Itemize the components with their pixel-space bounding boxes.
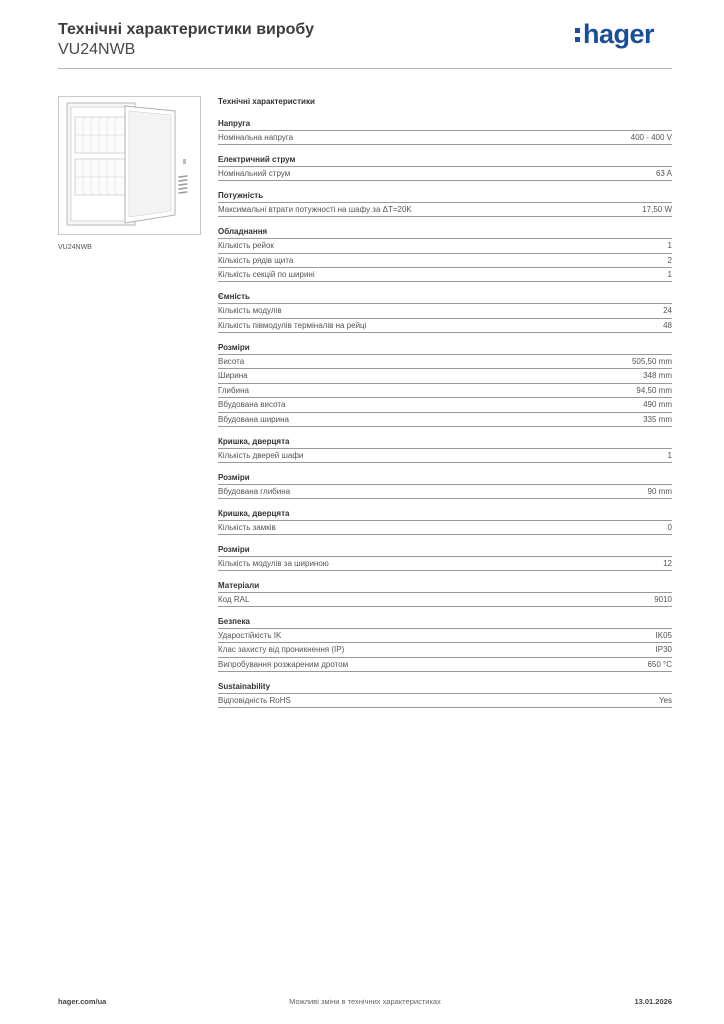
group-title: Кришка, дверцята bbox=[218, 508, 290, 518]
spec-row bbox=[218, 130, 672, 145]
spec-row bbox=[218, 267, 672, 282]
spec-row bbox=[218, 448, 672, 463]
spec-value: 63 A bbox=[655, 169, 672, 178]
spec-label: Номінальна напруга bbox=[218, 133, 294, 142]
logo-dots-icon bbox=[575, 28, 581, 46]
spec-group-materials bbox=[218, 581, 672, 607]
group-title: Кришка, дверцята bbox=[218, 436, 290, 446]
spec-value: 400 - 400 V bbox=[630, 133, 672, 142]
spec-value: 48 bbox=[663, 320, 672, 330]
spec-row bbox=[218, 368, 672, 383]
spec-group-current bbox=[218, 155, 672, 181]
spec-row bbox=[218, 520, 672, 535]
group-title: Потужність bbox=[218, 191, 264, 200]
spec-group-power bbox=[218, 191, 672, 217]
spec-row bbox=[218, 383, 672, 398]
spec-label: Ударостійкість IK bbox=[218, 630, 282, 640]
spec-value: 490 mm bbox=[643, 400, 672, 409]
product-image bbox=[58, 96, 201, 235]
spec-value: 1 bbox=[667, 450, 672, 460]
page-header bbox=[58, 20, 672, 70]
spec-row bbox=[218, 484, 672, 499]
group-title: Розміри bbox=[218, 342, 250, 352]
spec-value: 17,50 W bbox=[642, 205, 672, 214]
spec-label: Номінальний струм bbox=[218, 169, 291, 178]
spec-row bbox=[218, 628, 672, 643]
spec-value: Yes bbox=[658, 695, 672, 705]
spec-row bbox=[218, 202, 672, 217]
spec-row bbox=[218, 657, 672, 672]
header-divider bbox=[58, 68, 672, 69]
spec-label: Кількість замків bbox=[218, 522, 276, 532]
spec-value: 1 bbox=[667, 270, 672, 279]
product-caption: VU24NWB bbox=[58, 244, 92, 251]
spec-row bbox=[218, 166, 672, 181]
spec-label: Максимальні втрати потужності на шафу за ΔT=20K bbox=[218, 205, 412, 214]
spec-row bbox=[218, 354, 672, 369]
spec-value: 94,50 mm bbox=[636, 385, 672, 395]
spec-group-sustainability bbox=[218, 682, 672, 708]
spec-value: 335 mm bbox=[643, 414, 672, 424]
footer-website-link[interactable]: hager.com/ua bbox=[58, 997, 107, 1006]
spec-value: IK05 bbox=[655, 630, 672, 640]
product-code: VU24NWB bbox=[58, 41, 136, 58]
specs-title: Технічні характеристики bbox=[218, 97, 315, 106]
group-title: Матеріали bbox=[218, 580, 260, 590]
distribution-board-illustration bbox=[59, 97, 200, 234]
spec-row bbox=[218, 318, 672, 333]
spec-value: 90 mm bbox=[647, 486, 672, 496]
spec-group-safety bbox=[218, 617, 672, 672]
spec-label: Вбудована висота bbox=[218, 400, 286, 409]
spec-row bbox=[218, 592, 672, 607]
spec-value: IP30 bbox=[655, 645, 672, 654]
group-title: Обладнання bbox=[218, 227, 268, 236]
spec-label: Кількість секцій по ширині bbox=[218, 270, 315, 279]
spec-value: 1 bbox=[667, 241, 672, 250]
group-title: Розміри bbox=[218, 544, 250, 554]
spec-label: Кількість модулів bbox=[218, 306, 282, 315]
group-title: Ємність bbox=[218, 292, 250, 301]
spec-value: 12 bbox=[663, 558, 672, 568]
group-title: Напруга bbox=[218, 119, 251, 128]
spec-label: Кількість дверей шафи bbox=[218, 450, 304, 460]
spec-label: Кількість півмодулів терміналів на рейці bbox=[218, 320, 367, 330]
spec-label: Кількість модулів за шириною bbox=[218, 558, 329, 568]
group-title: Безпека bbox=[218, 616, 250, 626]
spec-row bbox=[218, 303, 672, 318]
spec-label: Глибина bbox=[218, 385, 249, 395]
spec-group-dimensions-depth bbox=[218, 473, 672, 499]
spec-row bbox=[218, 642, 672, 657]
spec-label: Вбудована глибина bbox=[218, 486, 291, 496]
specifications-table bbox=[218, 96, 672, 718]
spec-label: Клас захисту від проникнення (IP) bbox=[218, 645, 345, 654]
group-title: Sustainability bbox=[218, 681, 271, 691]
spec-value: 2 bbox=[667, 255, 672, 265]
hager-logo bbox=[575, 20, 654, 48]
spec-group-dimensions-width-modules bbox=[218, 545, 672, 571]
spec-group-voltage bbox=[218, 119, 672, 145]
spec-group-equipment bbox=[218, 227, 672, 282]
spec-label: Випробування розжареним дротом bbox=[218, 659, 349, 669]
spec-label: Кількість рядів щита bbox=[218, 255, 294, 265]
spec-group-capacity bbox=[218, 292, 672, 333]
spec-label: Кількість рейок bbox=[218, 241, 274, 250]
spec-value: 650 °C bbox=[647, 659, 672, 669]
spec-label: Відповідність RoHS bbox=[218, 695, 291, 705]
spec-group-cover-door bbox=[218, 437, 672, 463]
footer-notice: Можливі зміни в технічних характеристиках bbox=[289, 997, 441, 1006]
group-title: Розміри bbox=[218, 472, 250, 482]
spec-row bbox=[218, 412, 672, 427]
spec-row bbox=[218, 238, 672, 253]
spec-value: 0 bbox=[667, 522, 672, 532]
spec-value: 9010 bbox=[654, 594, 672, 604]
logo-text: hager bbox=[582, 19, 654, 49]
spec-row bbox=[218, 693, 672, 708]
spec-label: Висота bbox=[218, 356, 245, 366]
spec-label: Вбудована ширина bbox=[218, 414, 289, 424]
group-title: Електричний струм bbox=[218, 155, 296, 164]
spec-value: 24 bbox=[663, 306, 672, 315]
spec-row bbox=[218, 556, 672, 571]
page-footer bbox=[58, 997, 672, 1009]
spec-label: Код RAL bbox=[218, 594, 250, 604]
spec-value: 348 mm bbox=[643, 371, 672, 380]
footer-date: 13.01.2026 bbox=[634, 997, 672, 1006]
spec-group-dimensions bbox=[218, 343, 672, 427]
page-title: Технічні характеристики виробу bbox=[58, 21, 314, 38]
spec-value: 505,50 mm bbox=[631, 356, 672, 366]
spec-row bbox=[218, 397, 672, 412]
spec-group-cover-locks bbox=[218, 509, 672, 535]
spec-row bbox=[218, 253, 672, 268]
spec-label: Ширина bbox=[218, 371, 248, 380]
